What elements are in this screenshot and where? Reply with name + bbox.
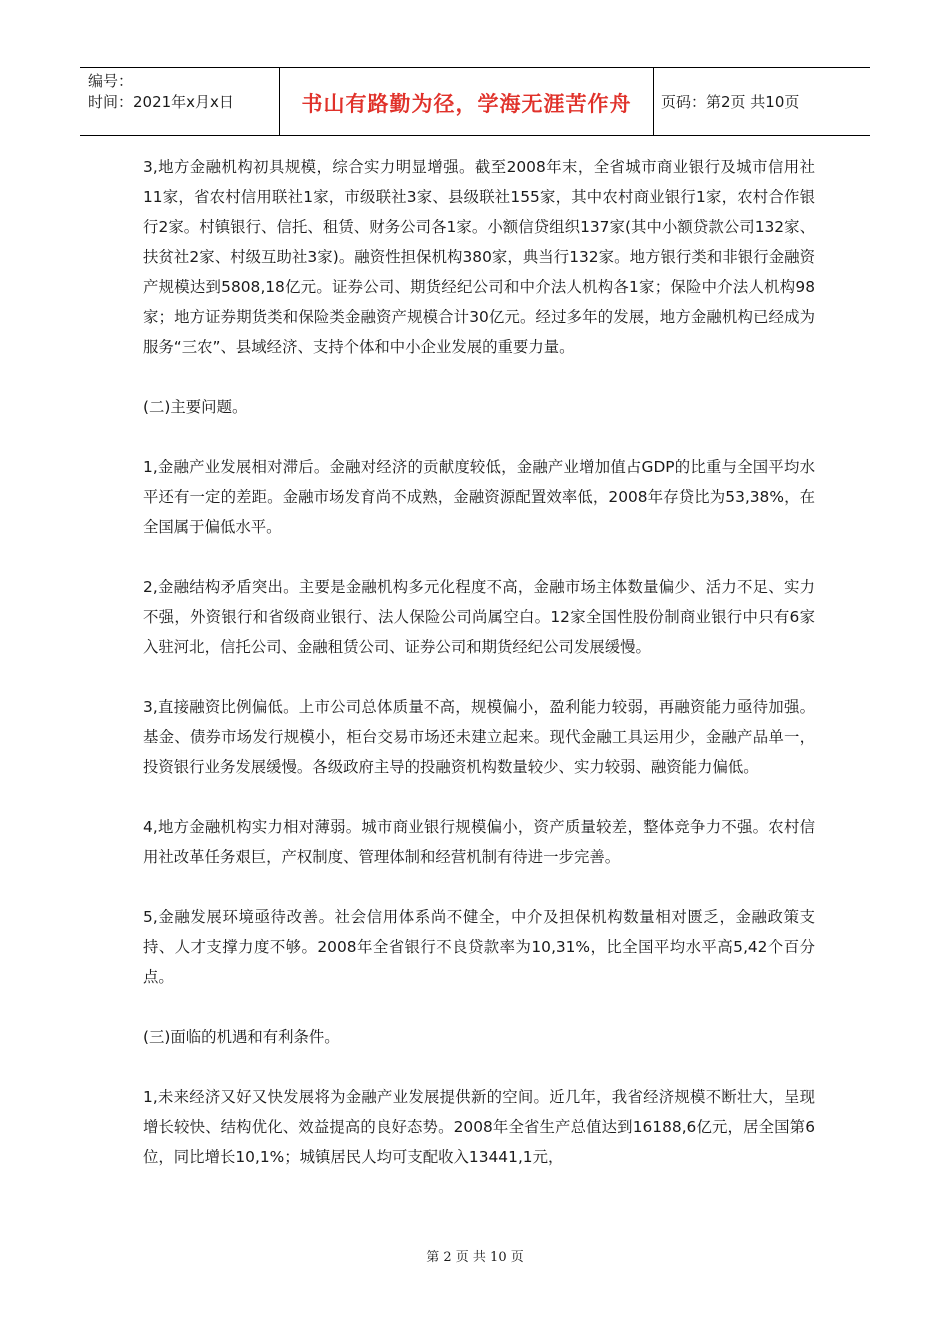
number-label: 编号： bbox=[88, 72, 134, 90]
page-footer: 第 2 页 共 10 页 bbox=[426, 1250, 524, 1265]
page-info-text: 页码：第2页 共10页 bbox=[661, 93, 800, 111]
document-header bbox=[80, 67, 870, 136]
date-label: 时间：2021年x月x日 bbox=[88, 93, 234, 111]
header-meta bbox=[80, 68, 280, 135]
paragraph: 3‚直接融资比例偏低。上市公司总体质量不高，规模偏小，盈利能力较弱，再融资能力亟待加强。基金、债券市场发行规模小，柜台交易市场还未建立起来。现代金融工具运用少，金融产品单一，投资银行业务发展缓慢。各级政府主导的投融资机构数量较少、实力较弱、融资能力偏低。 bbox=[143, 698, 815, 776]
document-body bbox=[143, 152, 815, 1202]
paragraph: 3‚地方金融机构初具规模，综合实力明显增强。截至2008年末，全省城市商业银行及城市信用社11家，省农村信用联社1家，市级联社3家、县级联社155家，其中农村商业银行1家，农村合作银行2家。村镇银行、信托、租赁、财务公司各1家。小额信贷组织137家(其中小额贷款公司132家、扶贫社2家、村级互助社3家)。融资性担保机构380家，典当行132家。地方银行类和非银行金融资产规模达到5808‚18亿元。证券公司、期货经纪公司和中介法人机构各1家；保险中介法人机构98家；地方证券期货类和保险类金融资产规模合计30亿元。经过多年的发展，地方金融机构已经成为服务“三农”、县域经济、支持个体和中小企业发展的重要力量。 bbox=[143, 158, 815, 356]
paragraph: 2‚金融结构矛盾突出。主要是金融机构多元化程度不高，金融市场主体数量偏少、活力不足、实力不强，外资银行和省级商业银行、法人保险公司尚属空白。12家全国性股份制商业银行中只有6家入驻河北，信托公司、金融租赁公司、证券公司和期货经纪公司发展缓慢。 bbox=[143, 578, 815, 656]
header-motto-cell bbox=[280, 68, 654, 135]
section-heading: (三)面临的机遇和有利条件。 bbox=[143, 1028, 340, 1046]
header-page-info bbox=[654, 68, 870, 135]
paragraph: 4‚地方金融机构实力相对薄弱。城市商业银行规模偏小，资产质量较差，整体竞争力不强。农村信用社改革任务艰巨，产权制度、管理体制和经营机制有待进一步完善。 bbox=[143, 818, 815, 866]
section-heading: (二)主要问题。 bbox=[143, 398, 248, 416]
paragraph: 1‚未来经济又好又快发展将为金融产业发展提供新的空间。近几年，我省经济规模不断壮大，呈现增长较快、结构优化、效益提高的良好态势。2008年全省生产总值达到16188‚6亿元，居全国第6位，同比增长10‚1%；城镇居民人均可支配收入13441‚1元， bbox=[143, 1088, 815, 1166]
paragraph: 5‚金融发展环境亟待改善。社会信用体系尚不健全，中介及担保机构数量相对匮乏，金融政策支持、人才支撑力度不够。2008年全省银行不良贷款率为10‚31%，比全国平均水平高5‚42个百分点。 bbox=[143, 908, 815, 986]
paragraph: 1‚金融产业发展相对滞后。金融对经济的贡献度较低，金融产业增加值占GDP的比重与全国平均水平还有一定的差距。金融市场发育尚不成熟，金融资源配置效率低，2008年存贷比为53‚38%，在全国属于偏低水平。 bbox=[143, 458, 815, 536]
motto-text: 书山有路勤为径，学海无涯苦作舟 bbox=[301, 90, 632, 116]
